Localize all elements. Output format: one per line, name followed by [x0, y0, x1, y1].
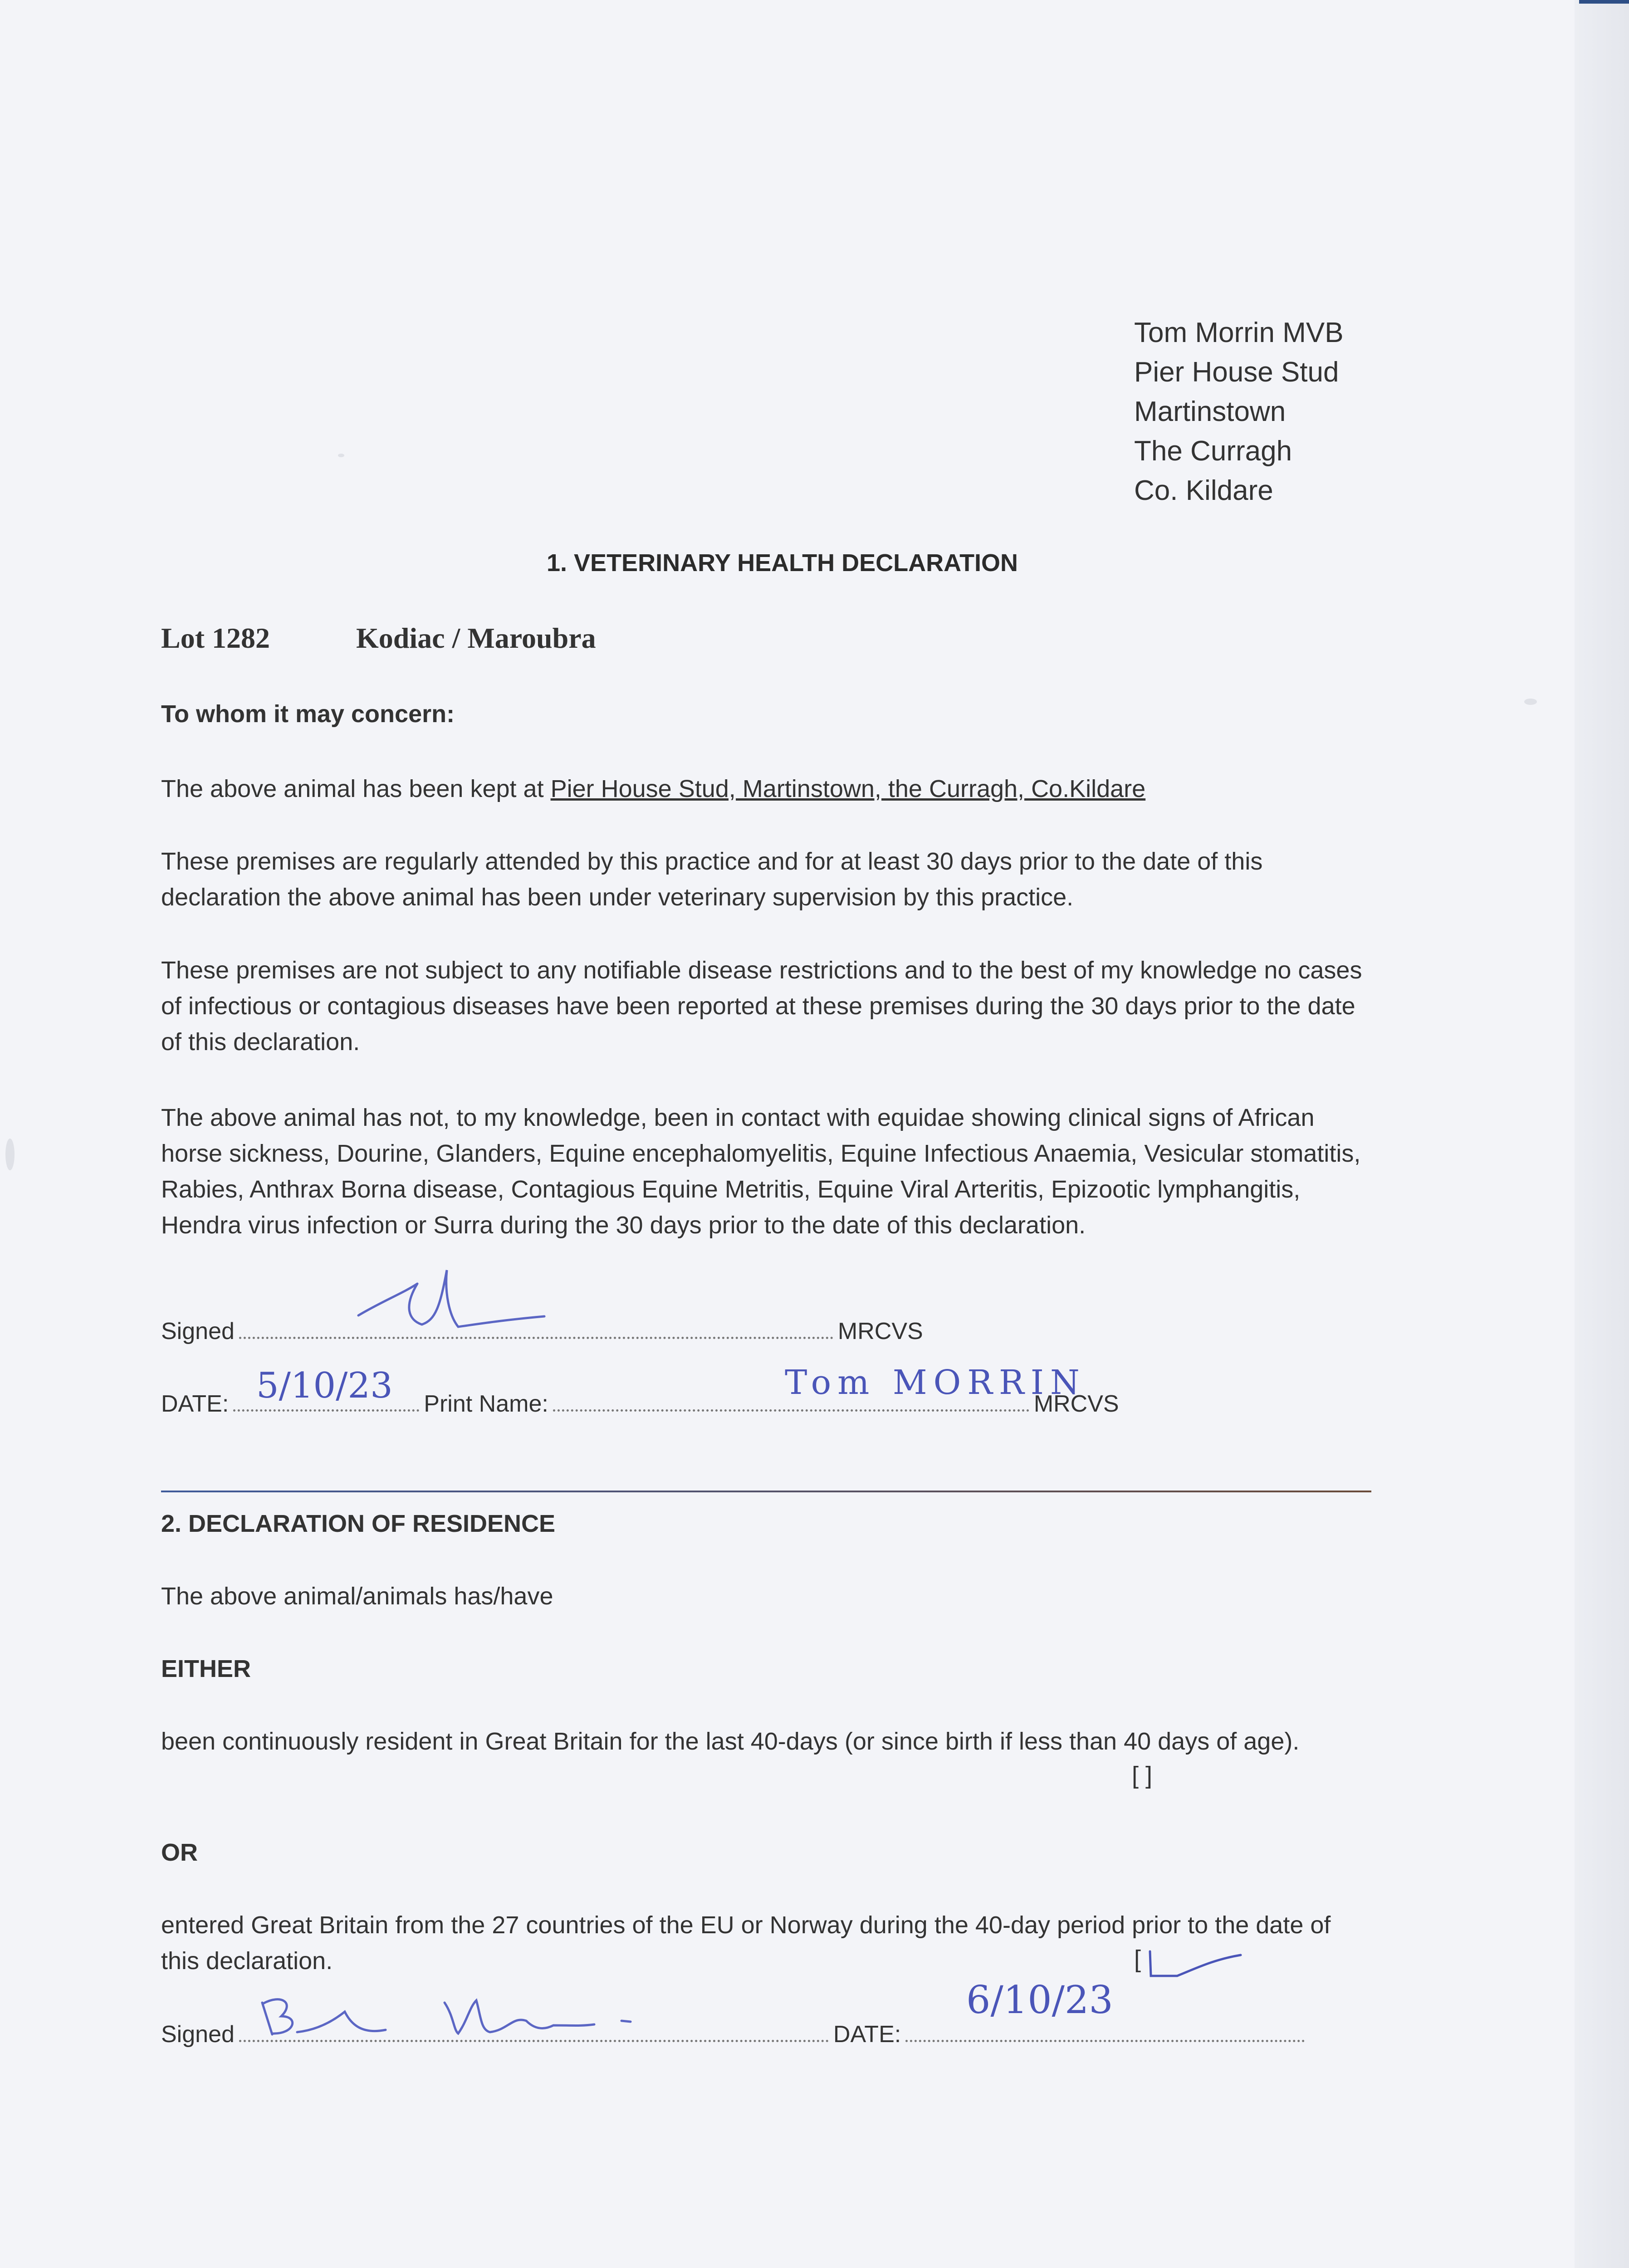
address-line: Pier House Stud — [1134, 357, 1339, 388]
signed-label: Signed — [161, 1318, 235, 1344]
either-label: EITHER — [161, 1655, 251, 1682]
handwritten-date-2: 6/10/23 — [966, 1978, 1113, 2022]
mrcvs-label-2: MRCVS — [1033, 1391, 1119, 1417]
handwritten-date-1: 5/10/23 — [256, 1365, 393, 1406]
veterinarian-signature — [354, 1266, 563, 1338]
scan-fleck — [338, 454, 344, 457]
kept-at-location: Pier House Stud, Martinstown, the Curragh, Co.Kildare — [550, 775, 1146, 802]
address-line: Tom Morrin MVB — [1134, 317, 1344, 348]
signed-label-2: Signed — [161, 2021, 235, 2048]
date-field-2 — [905, 2035, 1305, 2042]
contact-paragraph: The above animal has not, to my knowledge, been in contact with equidae showing clinical signs of African horse sickness, Dourine, Glanders, Equine encephalomyelitis, Equine Infectious Anaemia, Vesicular stomatitis, Rabies, Anthrax Borna disease, Contagious Equine Metritis, Equine Viral Arteritis, Epizootic lymphangitis, Hendra virus infection or Surra during the 30 days prior to the date of this declaration. — [161, 1104, 1361, 1239]
residence-intro: The above animal/animals has/have — [161, 1583, 553, 1610]
option1-checkbox: [ ] — [1132, 1762, 1153, 1789]
mrcvs-label: MRCVS — [837, 1318, 923, 1344]
option2-checkbox: [ — [1134, 1945, 1141, 1973]
scan-corner-mark — [1579, 0, 1629, 4]
scan-fleck — [1524, 699, 1537, 705]
date-label-2: DATE: — [833, 2021, 901, 2048]
lot-name: Kodiac / Maroubra — [356, 622, 596, 654]
option2-tick-mark — [1145, 1946, 1245, 1982]
or-label: OR — [161, 1839, 198, 1866]
section1-heading: 1. VETERINARY HEALTH DECLARATION — [547, 549, 1018, 577]
restrictions-paragraph: These premises are not subject to any notifiable disease restrictions and to the best of my knowledge no cases of infectious or contagious diseases have been reported at these premises during the 30 days prior to the date of this declaration. — [161, 957, 1362, 1056]
option2-text: entered Great Britain from the 27 countries of the EU or Norway during the 40-day period prior to the date of this declaration. — [161, 1911, 1331, 1975]
scan-edge — [1575, 0, 1629, 2268]
date-label: DATE: — [161, 1391, 229, 1417]
address-block — [1134, 313, 1344, 510]
handwritten-print-name: Tom MORRIN — [785, 1363, 1086, 1402]
declarant-signature — [254, 1975, 690, 2043]
print-name-field — [553, 1405, 1029, 1412]
section2-heading: 2. DECLARATION OF RESIDENCE — [161, 1510, 556, 1537]
supervision-paragraph: These premises are regularly attended by this practice and for at least 30 days prior to the date of this declaration the above animal has been under veterinary supervision by this practice. — [161, 848, 1263, 911]
salutation: To whom it may concern: — [161, 700, 455, 728]
scan-fleck — [5, 1139, 15, 1170]
kept-at-prefix: The above animal has been kept at — [161, 775, 551, 802]
section-divider — [161, 1491, 1371, 1492]
lot-number: Lot 1282 — [161, 622, 270, 654]
option1-text: been continuously resident in Great Britain for the last 40-days (or since birth if less than 40 days of age). — [161, 1728, 1300, 1755]
kept-at-paragraph — [161, 771, 1377, 807]
address-line: The Curragh — [1134, 435, 1292, 467]
print-name-label: Print Name: — [424, 1391, 548, 1417]
address-line: Co. Kildare — [1134, 475, 1273, 506]
address-line: Martinstown — [1134, 396, 1286, 427]
